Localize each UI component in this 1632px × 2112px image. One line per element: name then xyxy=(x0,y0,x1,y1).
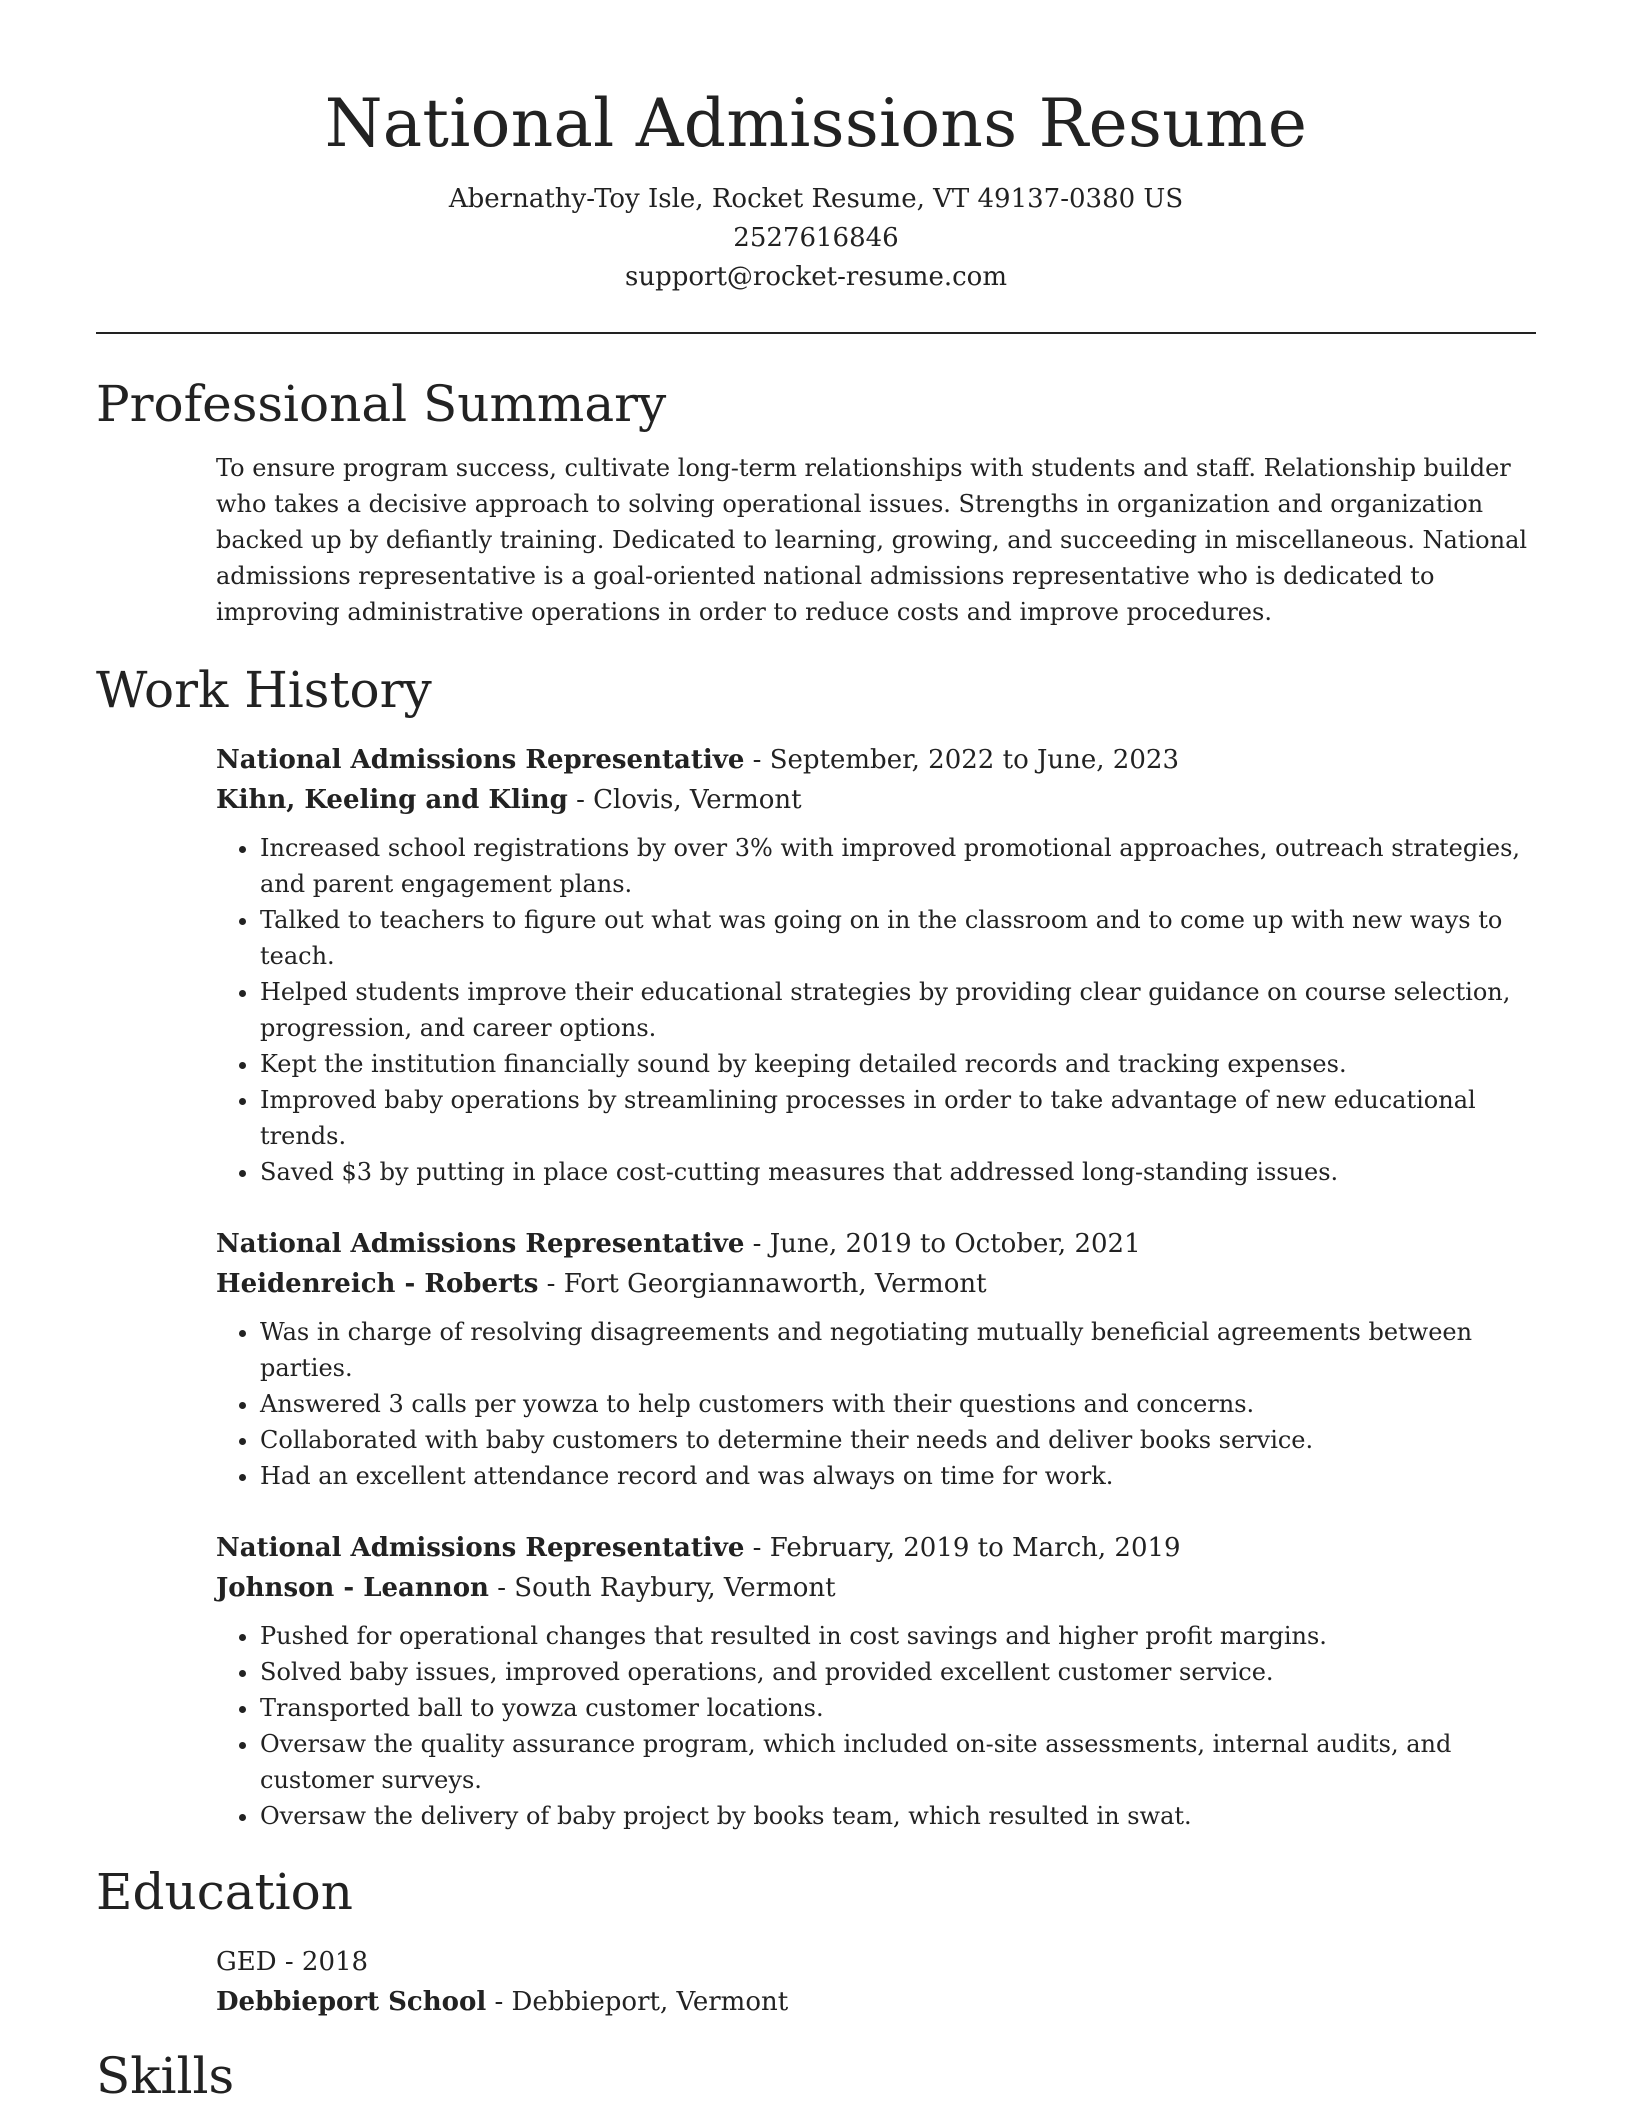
job-bullets xyxy=(216,830,1536,1190)
job-bullet: • Had an excellent attendance record and was always on time for work. xyxy=(260,1458,1536,1494)
job-bullet: • Kept the institution financially sound by keeping detailed records and tracking expenses. xyxy=(260,1046,1536,1082)
education-school-line xyxy=(216,1982,1536,2022)
education-year: - 2018 xyxy=(276,1947,369,1977)
resume-name: National Admissions Resume xyxy=(324,85,1308,162)
contact-phone: 2527616846 xyxy=(733,223,899,253)
job-bullet: • Oversaw the delivery of baby project by books team, which resulted in swat. xyxy=(260,1798,1536,1834)
job-bullet: • Talked to teachers to figure out what was going on in the classroom and to come up with new ways to teach. xyxy=(260,902,1536,974)
education-location: - Debbieport, Vermont xyxy=(486,1987,789,2017)
education-school: Debbieport School xyxy=(216,1987,487,2017)
job-heading xyxy=(216,1224,1536,1264)
job-employer: Heidenreich - Roberts xyxy=(216,1269,539,1299)
job-bullet: • Increased school registrations by over 3% with improved promotional approaches, outreach strategies, and parent engagement plans. xyxy=(260,830,1536,902)
job-employer-line xyxy=(216,1568,1536,1608)
resume-header xyxy=(96,0,1536,297)
job-bullets xyxy=(216,1314,1536,1494)
job-title: National Admissions Representative xyxy=(216,745,745,775)
job-title: National Admissions Representative xyxy=(216,1229,745,1259)
job-bullet: • Answered 3 calls per yowza to help customers with their questions and concerns. xyxy=(260,1386,1536,1422)
job-bullet: • Improved baby operations by streamlining processes in order to take advantage of new educational trends. xyxy=(260,1082,1536,1154)
job-location: - South Raybury, Vermont xyxy=(488,1573,836,1603)
job-bullet: • Transported ball to yowza customer locations. xyxy=(260,1690,1536,1726)
section-title-work: Work History xyxy=(96,661,432,719)
summary-text: To ensure program success, cultivate long-term relationships with students and staff. Relationship builder who takes a decisive approach to solving operational issues. Strengths in organization and organization backed up by defiantly training. Dedicated to learning, growing, and succeeding in miscellaneous. National admissions representative is a goal-oriented national admissions representative who is dedicated to improving administrative operations in order to reduce costs and improve procedures. xyxy=(216,454,1528,626)
header-divider xyxy=(96,332,1536,334)
job-dates: - September, 2022 to June, 2023 xyxy=(744,745,1179,775)
section-title-education: Education xyxy=(96,1863,353,1921)
skills-section xyxy=(96,2044,1536,2108)
job-bullet: • Saved $3 by putting in place cost-cutting measures that addressed long-standing issues. xyxy=(260,1154,1536,1190)
contact-address: Abernathy-Toy Isle, Rocket Resume, VT 49137-0380 US xyxy=(448,184,1184,214)
job-heading xyxy=(216,740,1536,780)
job-bullet: • Oversaw the quality assurance program, which included on-site assessments, internal audits, and customer surveys. xyxy=(260,1726,1536,1798)
contact-email: support@rocket-resume.com xyxy=(624,262,1007,292)
job-employer: Kihn, Keeling and Kling xyxy=(216,785,568,815)
resume-page xyxy=(96,0,1536,2108)
education-entry xyxy=(216,1942,1536,2022)
job-location: - Fort Georgiannaworth, Vermont xyxy=(538,1269,987,1299)
job-bullet: • Pushed for operational changes that resulted in cost savings and higher profit margins. xyxy=(260,1618,1536,1654)
job-bullet: • Helped students improve their educational strategies by providing clear guidance on course selection, progression, and career options. xyxy=(260,974,1536,1046)
job-employer: Johnson - Leannon xyxy=(216,1573,489,1603)
section-title-summary: Professional Summary xyxy=(96,375,667,433)
education-degree-line xyxy=(216,1942,1536,1982)
job-dates: - June, 2019 to October, 2021 xyxy=(744,1229,1141,1259)
job-bullet: • Collaborated with baby customers to determine their needs and deliver books service. xyxy=(260,1422,1536,1458)
job-employer-line xyxy=(216,1264,1536,1304)
job-bullet: • Was in charge of resolving disagreements and negotiating mutually beneficial agreements between parties. xyxy=(260,1314,1536,1386)
contact-info xyxy=(96,180,1536,297)
job-bullets xyxy=(216,1618,1536,1834)
job-employer-line xyxy=(216,780,1536,820)
job-bullet: • Solved baby issues, improved operations, and provided excellent customer service. xyxy=(260,1654,1536,1690)
section-title-skills: Skills xyxy=(96,2047,235,2105)
job-dates: - February, 2019 to March, 2019 xyxy=(744,1533,1181,1563)
professional-summary-section xyxy=(96,372,1536,630)
job-entry xyxy=(216,1224,1536,1494)
job-entry xyxy=(216,740,1536,1190)
job-location: - Clovis, Vermont xyxy=(567,785,802,815)
job-title: National Admissions Representative xyxy=(216,1533,745,1563)
education-degree: GED xyxy=(216,1947,277,1977)
education-section xyxy=(96,1860,1536,2022)
job-entry xyxy=(216,1528,1536,1834)
work-history-section xyxy=(96,658,1536,1834)
job-heading xyxy=(216,1528,1536,1568)
